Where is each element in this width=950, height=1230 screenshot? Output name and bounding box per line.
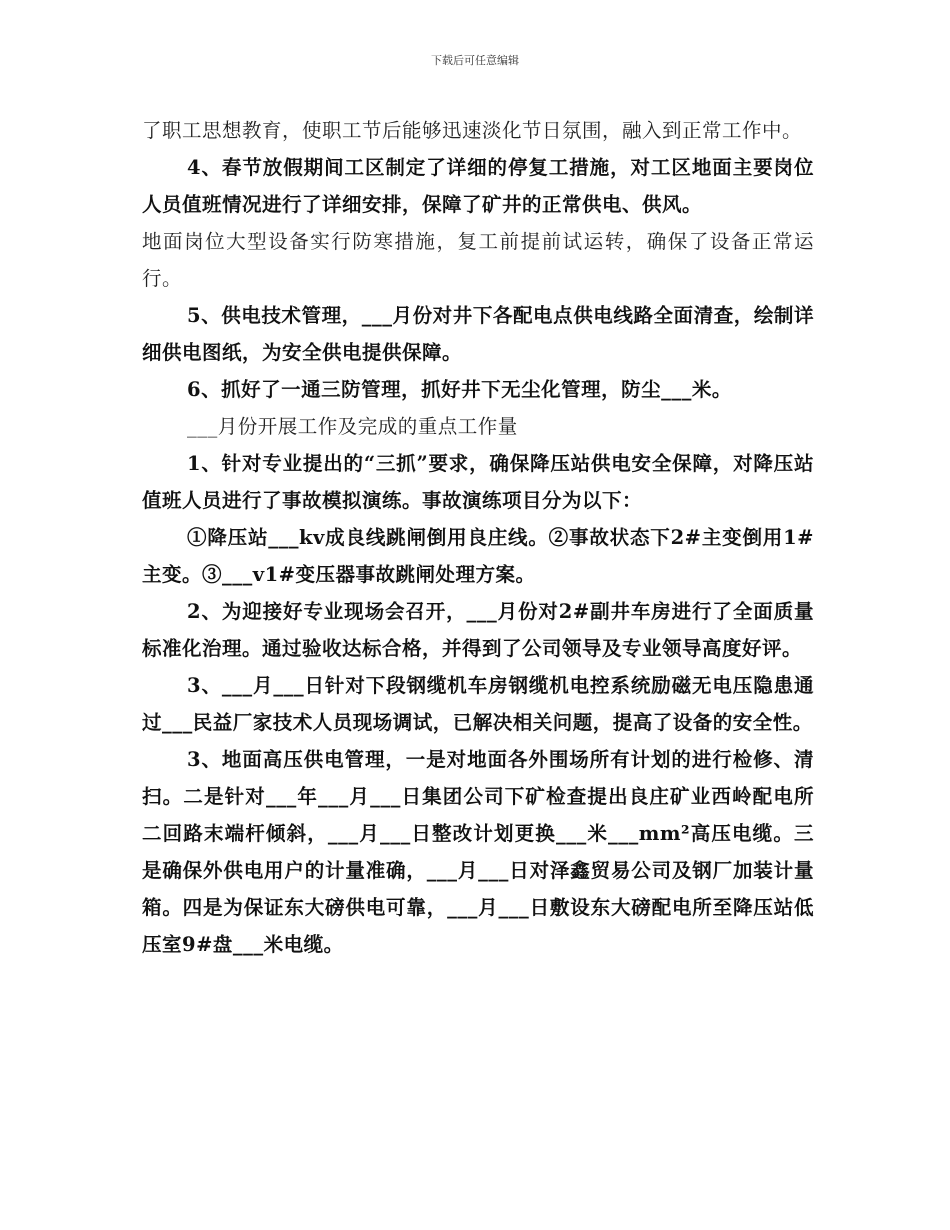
paragraph-2: 4、春节放假期间工区制定了详细的停复工措施，对工区地面主要岗位人员值班情况进行了详细安排，保障了矿井的正常供电、供风。 [142,156,814,216]
paragraph-5: 6、抓好了一通三防管理，抓好井下无尘化管理，防尘___米。 [187,378,732,401]
paragraph-3: 地面岗位大型设备实行防寒措施，复工前提前试运转，确保了设备正常运行。 [142,230,814,290]
paragraph-7: ①降压站___kv成良线跳闸倒用良庄线。②事故状态下2#主变倒用1#主变。③___v1#变压器事故跳闸处理方案。 [142,526,814,586]
paragraph-1: 了职工思想教育，使职工节后能够迅速淡化节日氛围，融入到正常工作中。 [142,119,803,142]
page-header: 下载后可任意编辑 [431,54,519,67]
document-body [142,112,814,963]
paragraph-9: 3、___月___日针对下段钢缆机车房钢缆机电控系统励磁无电压隐患通过___民益厂家技术人员现场调试，已解决相关问题，提高了设备的安全性。 [142,674,814,734]
paragraph-4: 5、供电技术管理，___月份对井下各配电点供电线路全面清查，绘制详细供电图纸，为安全供电提供保障。 [142,304,814,364]
paragraph-10: 3、地面高压供电管理，一是对地面各外围场所有计划的进行检修、清扫。二是针对___年___月___日集团公司下矿检查提出良庄矿业西岭配电所二回路末端杆倾斜，___月___日整改计划更换___米___mm²高压电缆。三是确保外供电用户的计量准确，___月___日对泽鑫贸易公司及钢厂加装计量箱。四是为保证东大磅供电可靠，___月___日敷设东大磅配电所至降压站低压室9#盘___米电缆。 [142,748,814,956]
paragraph-8: 2、为迎接好专业现场会召开，___月份对2#副井车房进行了全面质量标准化治理。通过验收达标合格，并得到了公司领导及专业领导高度好评。 [142,600,814,660]
section-heading: ___月份开展工作及完成的重点工作量 [187,415,518,438]
paragraph-6: 1、针对专业提出的“三抓”要求，确保降压站供电安全保障，对降压站值班人员进行了事故模拟演练。事故演练项目分为以下： [142,452,814,512]
